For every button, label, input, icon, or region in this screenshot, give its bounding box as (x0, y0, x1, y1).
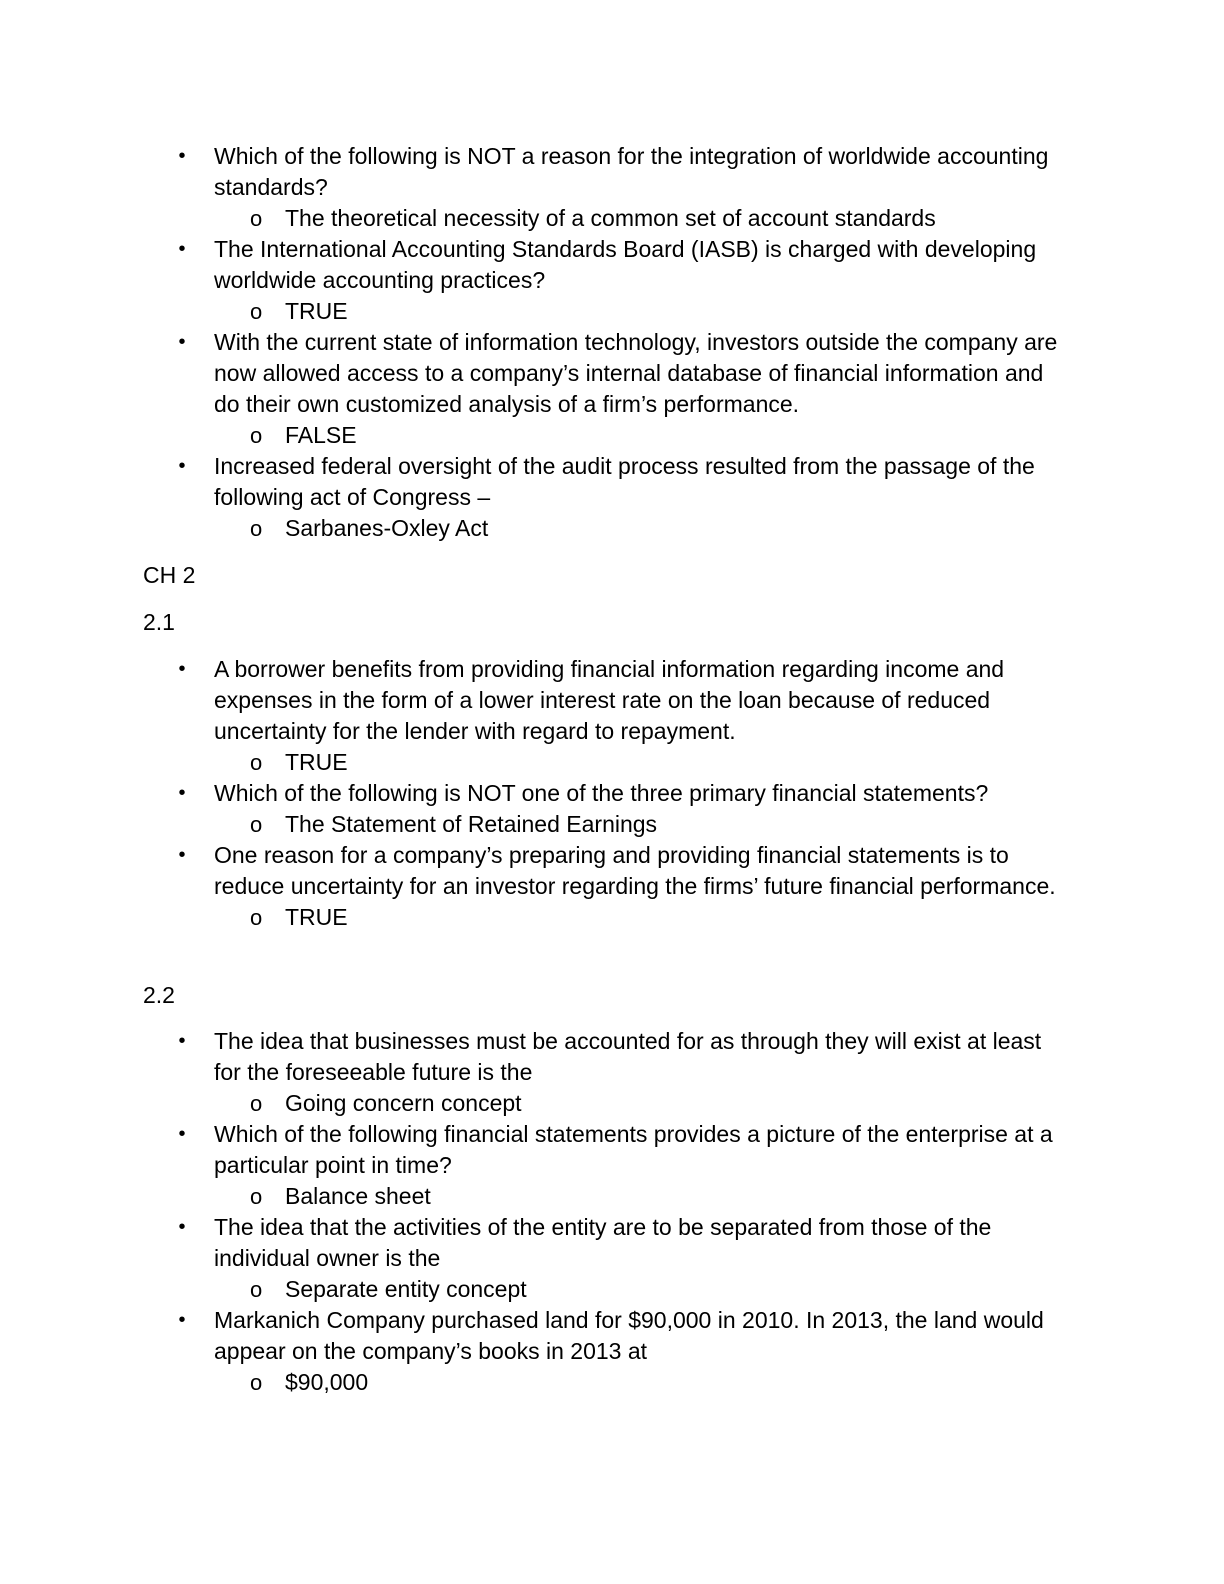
sub-bullet-icon: o (250, 1091, 263, 1116)
bullet-icon: • (178, 1309, 186, 1331)
question-item (0, 1119, 1074, 1181)
question-item (0, 451, 1074, 513)
question-text: One reason for a company’s preparing and providing financial statements is to reduce uncertainty for an investor regarding the firms’ future financial performance. (214, 842, 1056, 899)
answer-item (0, 1088, 1065, 1119)
answer-text: The Statement of Retained Earnings (285, 811, 658, 837)
answer-text: TRUE (285, 749, 348, 775)
chapter-heading: CH 2 (143, 562, 196, 588)
answer-text: The theoretical necessity of a common set of account standards (285, 205, 936, 231)
question-list-ch1 (0, 141, 1224, 544)
question-item (0, 778, 1074, 809)
answer-item (0, 809, 1065, 840)
question-text: The idea that the activities of the entity are to be separated from those of the individual owner is the (214, 1214, 992, 1271)
question-text: Which of the following is NOT a reason for the integration of worldwide accounting standards? (214, 143, 1049, 200)
bullet-icon: • (178, 1216, 186, 1238)
bullet-icon: • (178, 844, 186, 866)
sub-bullet-icon: o (250, 299, 263, 324)
sub-bullet-icon: o (250, 423, 263, 448)
answer-item (0, 747, 1065, 778)
answer-text: Sarbanes-Oxley Act (285, 515, 489, 541)
answer-item (0, 1367, 1065, 1398)
bullet-icon: • (178, 1030, 186, 1052)
answer-item (0, 902, 1065, 933)
question-text: Increased federal oversight of the audit process resulted from the passage of the following act of Congress – (214, 453, 1035, 510)
sub-bullet-icon: o (250, 516, 263, 541)
answer-text: Separate entity concept (285, 1276, 527, 1302)
question-text: With the current state of information technology, investors outside the company are now allowed access to a company’s internal database of financial information and do their own customized analysis of a firm’s performance. (214, 329, 1058, 417)
answer-text: Balance sheet (285, 1183, 431, 1209)
question-item (0, 327, 1074, 420)
sub-bullet-icon: o (250, 1277, 263, 1302)
answer-item (0, 513, 1065, 544)
question-list-2-2 (0, 1026, 1224, 1398)
question-text: The International Accounting Standards Board (IASB) is charged with developing worldwide accounting practices? (214, 236, 1037, 293)
question-list-2-1 (0, 654, 1224, 933)
answer-text: FALSE (285, 422, 357, 448)
answer-item (0, 203, 1065, 234)
sub-bullet-icon: o (250, 750, 263, 775)
section-heading-2-1: 2.1 (143, 609, 175, 635)
question-item (0, 141, 1074, 203)
bullet-icon: • (178, 782, 186, 804)
question-item (0, 234, 1074, 296)
sub-bullet-icon: o (250, 1370, 263, 1395)
question-text: Which of the following financial statements provides a picture of the enterprise at a particular point in time? (214, 1121, 1053, 1178)
bullet-icon: • (178, 658, 186, 680)
bullet-icon: • (178, 1123, 186, 1145)
answer-text: TRUE (285, 904, 348, 930)
answer-item (0, 1181, 1065, 1212)
question-item (0, 840, 1074, 902)
question-item (0, 1026, 1074, 1088)
answer-item (0, 420, 1065, 451)
question-text: Which of the following is NOT one of the three primary financial statements? (214, 780, 989, 806)
section-heading-2-2: 2.2 (143, 982, 175, 1008)
bullet-icon: • (178, 145, 186, 167)
question-text: Markanich Company purchased land for $90,000 in 2010. In 2013, the land would appear on the company’s books in 2013 at (214, 1307, 1044, 1364)
question-item (0, 1212, 1074, 1274)
question-text: The idea that businesses must be accounted for as through they will exist at least for the foreseeable future is the (214, 1028, 1042, 1085)
question-item (0, 1305, 1074, 1367)
bullet-icon: • (178, 331, 186, 353)
answer-text: $90,000 (285, 1369, 369, 1395)
question-text: A borrower benefits from providing financial information regarding income and expenses in the form of a lower interest rate on the loan because of reduced uncertainty for the lender with regard to repayment. (214, 656, 1005, 744)
bullet-icon: • (178, 238, 186, 260)
sub-bullet-icon: o (250, 206, 263, 231)
answer-text: Going concern concept (285, 1090, 522, 1116)
answer-item (0, 1274, 1065, 1305)
bullet-icon: • (178, 455, 186, 477)
answer-text: TRUE (285, 298, 348, 324)
question-item (0, 654, 1074, 747)
sub-bullet-icon: o (250, 905, 263, 930)
sub-bullet-icon: o (250, 1184, 263, 1209)
answer-item (0, 296, 1065, 327)
sub-bullet-icon: o (250, 812, 263, 837)
